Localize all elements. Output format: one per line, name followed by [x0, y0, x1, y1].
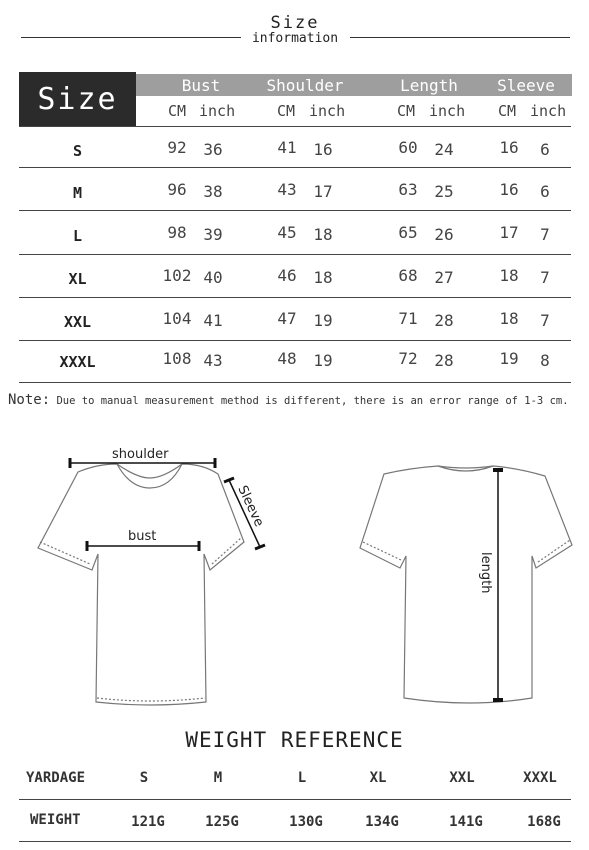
size-corner-label: Size [19, 72, 136, 126]
weight-cell: 130G [289, 814, 323, 830]
table-rule [19, 297, 571, 298]
size-cell: 36 [203, 140, 223, 159]
size-cell: 16 [499, 180, 519, 199]
size-cell: 45 [277, 223, 297, 242]
col-header-bust: Bust [181, 75, 221, 95]
yardage-cell: XL [369, 770, 387, 786]
size-cell: 7 [540, 225, 550, 244]
size-cell: 41 [203, 311, 223, 330]
tshirt-front-icon [38, 464, 244, 705]
weight-cell: 125G [205, 814, 239, 830]
size-cell: 98 [167, 223, 187, 242]
size-cell: 102 [162, 266, 192, 285]
size-cell: 63 [398, 180, 418, 199]
table-rule [19, 126, 571, 127]
col-header-sleeve: Sleeve [497, 75, 555, 95]
size-cell: 43 [203, 351, 223, 370]
size-cell: 72 [398, 349, 418, 368]
weight-cell: 134G [365, 814, 399, 830]
yardage-cell: XXL [449, 770, 475, 786]
size-cell: 65 [398, 223, 418, 242]
title-main: Size [270, 13, 320, 33]
size-cell: 17 [499, 223, 519, 242]
size-cell: 18 [499, 266, 519, 285]
size-cell: 92 [167, 138, 187, 157]
size-cell: 39 [203, 225, 223, 244]
yardage-label: YARDAGE [26, 770, 86, 786]
table-rule [19, 210, 571, 211]
size-cell: 16 [499, 138, 519, 157]
weight-reference-title: WEIGHT REFERENCE [185, 728, 404, 752]
title-sub: information [251, 31, 339, 46]
size-cell: 24 [434, 140, 454, 159]
header-rule-right [350, 37, 570, 38]
size-cell: 16 [313, 140, 333, 159]
size-cell: 18 [499, 309, 519, 328]
weight-cell: 141G [449, 814, 483, 830]
weight-label: WEIGHT [30, 812, 81, 828]
yardage-cell: L [297, 770, 307, 786]
size-cell: 19 [313, 351, 333, 370]
table-rule [19, 340, 571, 341]
size-cell: 7 [540, 311, 550, 330]
measurement-note [8, 392, 569, 408]
size-cell: 104 [162, 309, 192, 328]
size-cell: 17 [313, 182, 333, 201]
size-cell: 40 [203, 268, 223, 287]
table-rule [19, 167, 571, 168]
size-cell: 6 [540, 140, 550, 159]
yardage-cell: XXXL [523, 770, 557, 786]
unit-cm: CM [168, 102, 187, 120]
bust-label: bust [128, 529, 157, 544]
weight-table-rule [19, 841, 571, 842]
weight-cell: 168G [527, 814, 561, 830]
size-cell: 7 [540, 268, 550, 287]
size-row-label: XXL [63, 313, 92, 331]
shoulder-label: shoulder [112, 447, 169, 462]
length-measure [493, 470, 503, 700]
size-cell: 68 [398, 266, 418, 285]
size-row-label: M [72, 184, 83, 202]
size-cell: 18 [313, 225, 333, 244]
size-cell: 27 [434, 268, 454, 287]
col-header-shoulder: Shoulder [266, 75, 344, 95]
size-cell: 96 [167, 180, 187, 199]
size-row-label: S [72, 142, 83, 160]
note-text: Due to manual measurement method is different, there is an error range of 1-3 cm. [56, 395, 569, 407]
size-cell: 71 [398, 309, 418, 328]
note-prefix: Note: [8, 392, 51, 408]
size-cell: 48 [277, 349, 297, 368]
size-row-label: L [72, 227, 83, 245]
size-cell: 60 [398, 138, 418, 157]
size-cell: 28 [434, 351, 454, 370]
size-cell: 43 [277, 180, 297, 199]
size-cell: 28 [434, 311, 454, 330]
size-row-label: XXXL [59, 353, 96, 371]
sleeve-label: Sleeve [234, 483, 267, 530]
table-rule [19, 254, 571, 255]
size-cell: 26 [434, 225, 454, 244]
tshirt-back-icon [360, 466, 572, 703]
unit-cm: CM [397, 102, 416, 120]
size-cell: 38 [203, 182, 223, 201]
header-rule-left [21, 37, 241, 38]
unit-inch: inch [530, 102, 567, 120]
length-label: length [478, 552, 493, 594]
size-cell: 41 [277, 138, 297, 157]
table-rule [19, 382, 571, 383]
weight-table-rule [19, 799, 571, 800]
unit-inch: inch [199, 102, 236, 120]
unit-inch: inch [309, 102, 346, 120]
size-cell: 25 [434, 182, 454, 201]
tshirt-measurement-diagram [0, 430, 589, 720]
size-cell: 6 [540, 182, 550, 201]
col-header-length: Length [400, 75, 458, 95]
yardage-cell: S [139, 770, 149, 786]
page-title [244, 14, 346, 46]
size-cell: 46 [277, 266, 297, 285]
size-cell: 19 [313, 311, 333, 330]
unit-inch: inch [429, 102, 466, 120]
size-cell: 8 [540, 351, 550, 370]
size-cell: 47 [277, 309, 297, 328]
weight-cell: 121G [131, 814, 165, 830]
size-row-label: XL [68, 270, 87, 288]
yardage-cell: M [213, 770, 223, 786]
size-cell: 18 [313, 268, 333, 287]
unit-cm: CM [498, 102, 517, 120]
size-cell: 108 [162, 349, 192, 368]
unit-cm: CM [277, 102, 296, 120]
size-cell: 19 [499, 349, 519, 368]
